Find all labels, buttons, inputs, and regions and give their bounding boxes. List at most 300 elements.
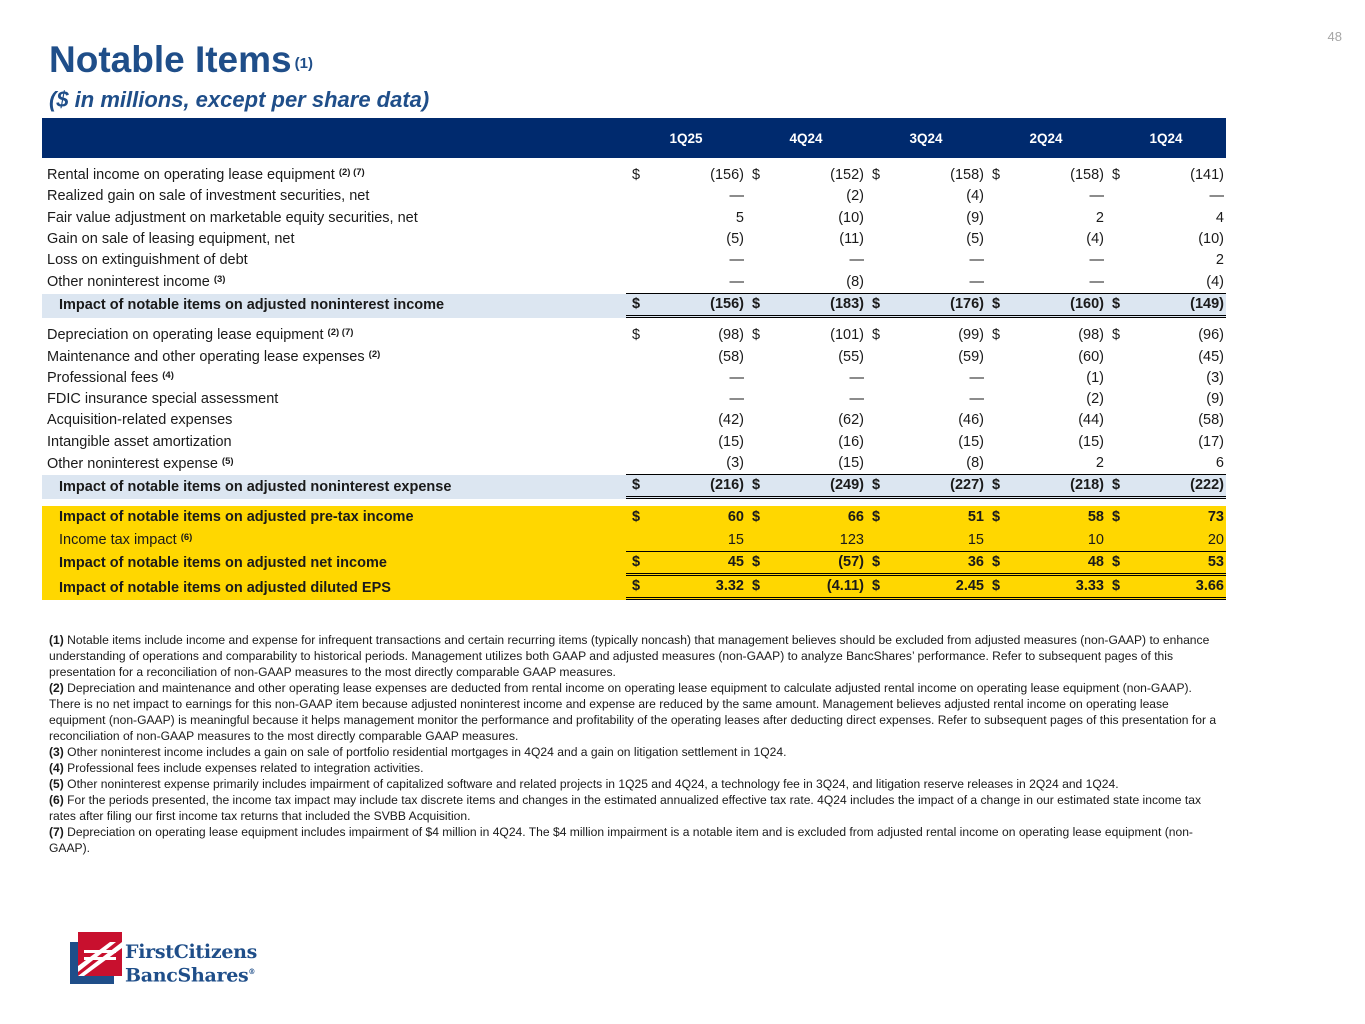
value-cell: (3) <box>1206 369 1224 386</box>
logo-line-2 <box>125 962 257 985</box>
currency-cell <box>986 346 1002 367</box>
value-cell: (4) <box>966 188 984 205</box>
value-cell: (183) <box>762 294 866 318</box>
currency-cell <box>986 186 1002 207</box>
page-title <box>49 38 313 82</box>
value-cell: (16) <box>838 433 864 450</box>
currency-cell <box>866 368 882 389</box>
currency-cell <box>626 271 642 293</box>
row-label <box>42 271 626 293</box>
value-cell: (156) <box>710 167 744 184</box>
table-row <box>42 453 1226 475</box>
currency-cell: $ <box>1112 167 1121 184</box>
currency-cell: $ <box>992 167 1001 184</box>
value-cell: (2) <box>846 188 864 205</box>
spacer-row <box>42 318 1226 325</box>
value-cell: 53 <box>1122 552 1226 576</box>
currency-cell: $ <box>1106 475 1122 499</box>
value-cell: (4.11) <box>762 576 866 600</box>
value-cell: (98) <box>718 327 744 344</box>
value-cell: — <box>1089 188 1104 205</box>
currency-cell <box>1106 271 1122 293</box>
value-cell: (141) <box>1190 167 1224 184</box>
value-cell: — <box>882 271 986 293</box>
value-cell: (5) <box>966 231 984 248</box>
value-cell: (58) <box>718 348 744 365</box>
value-cell: (176) <box>882 294 986 318</box>
value-cell: — <box>849 369 864 386</box>
value-cell: — <box>969 391 984 408</box>
footnote-number: (3) <box>49 745 64 759</box>
value-cell: (4) <box>1122 271 1226 293</box>
currency-cell: $ <box>752 327 761 344</box>
registered-mark: ® <box>248 967 256 976</box>
value-cell: (10) <box>1198 231 1224 248</box>
summary-row <box>42 506 1226 529</box>
currency-cell <box>626 529 642 551</box>
value-cell: 6 <box>1122 453 1226 475</box>
row-label <box>42 410 626 431</box>
value-cell: 123 <box>762 529 866 551</box>
currency-cell: $ <box>752 167 761 184</box>
table-row <box>42 389 1226 410</box>
row-label-text: Other noninterest income <box>47 274 210 291</box>
value-cell: (222) <box>1122 475 1226 499</box>
row-label-text: Intangible asset amortization <box>47 433 232 450</box>
row-label <box>42 432 626 453</box>
value-cell: (15) <box>958 433 984 450</box>
footnote-text: Notable items include income and expense for infrequent transactions and certain recurring items (typically noncash) that management believes should be excluded from adjusted measures (non-GAAP) to enhance understanding of operations and comparability to historical periods. Management utilizes both GAAP and adjusted measures (non-GAAP) to analyze BancShares’ performance. Refer to subsequent pages of this presentation for a reconciliation of non-GAAP measures to the most directly comparable GAAP measures. <box>49 633 1210 679</box>
footnote-text: Other noninterest income includes a gain on sale of portfolio residential mortgages in 4Q24 and a gain on litigation settlement in 1Q24. <box>67 745 787 759</box>
value-cell: (96) <box>1198 327 1224 344</box>
currency-cell <box>746 453 762 475</box>
currency-cell <box>986 389 1002 410</box>
footnote-ref: (6) <box>180 532 193 544</box>
row-label-text: FDIC insurance special assessment <box>47 391 279 408</box>
value-cell: (98) <box>1078 327 1104 344</box>
row-label <box>42 208 626 229</box>
currency-cell: $ <box>872 167 881 184</box>
row-label <box>42 368 626 389</box>
currency-cell <box>1106 529 1122 551</box>
currency-cell: $ <box>872 327 881 344</box>
currency-cell: $ <box>746 576 762 600</box>
company-logo <box>70 930 270 990</box>
value-cell: (15) <box>1078 433 1104 450</box>
currency-cell <box>746 529 762 551</box>
value-cell: (216) <box>642 475 746 499</box>
currency-cell <box>1106 346 1122 367</box>
currency-cell <box>626 410 642 431</box>
value-cell: (46) <box>958 412 984 429</box>
row-label-text: Impact of notable items on adjusted noninterest expense <box>59 478 452 495</box>
currency-cell <box>1106 229 1122 250</box>
value-cell: (15) <box>762 453 866 475</box>
currency-cell <box>746 250 762 271</box>
footnote-number: (7) <box>49 825 64 839</box>
currency-cell <box>986 368 1002 389</box>
currency-cell: $ <box>626 475 642 499</box>
table-row <box>42 325 1226 346</box>
value-cell: (160) <box>1002 294 1106 318</box>
currency-cell <box>626 432 642 453</box>
value-cell: (45) <box>1198 348 1224 365</box>
currency-cell: $ <box>1106 506 1122 529</box>
table-body <box>42 158 1226 600</box>
notable-items-table <box>42 118 1226 600</box>
title-text: Notable Items <box>49 39 292 80</box>
currency-cell <box>746 229 762 250</box>
row-label <box>42 294 626 318</box>
value-cell: (44) <box>1078 412 1104 429</box>
footnote <box>49 744 1219 760</box>
value-cell: — <box>729 391 744 408</box>
currency-cell: $ <box>866 475 882 499</box>
currency-cell <box>1106 186 1122 207</box>
spacer-cell <box>42 158 1226 165</box>
value-cell: (10) <box>838 209 864 226</box>
row-label <box>42 346 626 367</box>
currency-cell <box>866 229 882 250</box>
row-label-text: Other noninterest expense <box>47 455 218 472</box>
row-label <box>42 552 626 576</box>
value-cell: 36 <box>882 552 986 576</box>
value-cell: (158) <box>1070 167 1104 184</box>
footnote-ref: (2) <box>368 348 381 360</box>
table-row <box>42 208 1226 229</box>
table-row <box>42 271 1226 293</box>
currency-cell: $ <box>746 506 762 529</box>
value-cell: — <box>642 271 746 293</box>
column-header: 3Q24 <box>909 130 943 146</box>
currency-cell <box>866 432 882 453</box>
footnote-number: (1) <box>49 633 64 647</box>
row-label-text: Loss on extinguishment of debt <box>47 252 248 269</box>
currency-cell: $ <box>866 506 882 529</box>
value-cell: — <box>1002 271 1106 293</box>
table-row <box>42 186 1226 207</box>
logo-line-1: FirstCitizens <box>125 941 258 963</box>
table-row <box>42 346 1226 367</box>
row-label <box>42 506 626 529</box>
value-cell: 10 <box>1002 529 1106 551</box>
footnote <box>49 776 1219 792</box>
currency-cell <box>986 229 1002 250</box>
currency-cell <box>986 432 1002 453</box>
row-label <box>42 453 626 475</box>
value-cell: 5 <box>735 209 744 226</box>
footnote-text: Other noninterest expense primarily includes impairment of capitalized software and related projects in 1Q25 and 4Q24, a technology fee in 3Q24, and litigation reserve releases in 2Q24 and 1Q24. <box>67 777 1119 791</box>
value-cell: (5) <box>726 231 744 248</box>
column-header: 2Q24 <box>1029 130 1063 146</box>
currency-cell <box>866 271 882 293</box>
footnote <box>49 632 1219 680</box>
value-cell: 48 <box>1002 552 1106 576</box>
table-row <box>42 165 1226 186</box>
currency-cell <box>746 208 762 229</box>
footnote-number: (2) <box>49 681 64 695</box>
currency-cell <box>866 453 882 475</box>
page-subtitle: ($ in millions, except per share data) <box>49 87 430 112</box>
value-cell: (3) <box>642 453 746 475</box>
currency-cell: $ <box>746 552 762 576</box>
value-cell: (9) <box>1206 391 1224 408</box>
value-cell: (149) <box>1122 294 1226 318</box>
value-cell: (227) <box>882 475 986 499</box>
value-cell: 58 <box>1002 506 1106 529</box>
row-label-text: Professional fees <box>47 369 159 386</box>
spacer-row <box>42 499 1226 506</box>
currency-cell: $ <box>626 552 642 576</box>
value-cell: (15) <box>718 433 744 450</box>
currency-cell <box>746 271 762 293</box>
value-cell: (218) <box>1002 475 1106 499</box>
spacer-cell <box>42 499 1226 506</box>
value-cell: (249) <box>762 475 866 499</box>
currency-cell <box>866 389 882 410</box>
currency-cell: $ <box>992 327 1001 344</box>
spacer-cell <box>42 318 1226 325</box>
currency-cell <box>866 250 882 271</box>
total-row <box>42 294 1226 318</box>
value-cell: (158) <box>950 167 984 184</box>
footnote-number: (5) <box>49 777 64 791</box>
footnote <box>49 760 1219 776</box>
currency-cell: $ <box>626 576 642 600</box>
footnote-text: Depreciation and maintenance and other operating lease expenses are deducted from rental income on operating lease equipment to calculate adjusted rental income on operating lease equipment (non-GAAP). There is no net impact to earnings for this non-GAAP item because adjusted noninterest income and expense are reduced by the same amount. Management believes adjusted rental income on operating lease equipment (non-GAAP) is meaningful because it helps management monitor the performance and profitability of the operating leases after deducting direct expenses. Refer to subsequent pages of this presentation for a reconciliation of non-GAAP measures to the most directly comparable GAAP measures. <box>49 681 1217 743</box>
footnote-number: (6) <box>49 793 64 807</box>
value-cell: 51 <box>882 506 986 529</box>
flag-logo-icon <box>70 932 122 986</box>
value-cell: 73 <box>1122 506 1226 529</box>
value-cell: 4 <box>1215 209 1224 226</box>
currency-cell: $ <box>986 552 1002 576</box>
footnote-text: Depreciation on operating lease equipment includes impairment of $4 million in 4Q24. The $4 million impairment is a notable item and is excluded from adjusted rental income on operating lease equipment (non-GAAP). <box>49 825 1193 855</box>
footnote <box>49 792 1219 824</box>
value-cell: (60) <box>1078 348 1104 365</box>
row-label <box>42 475 626 499</box>
value-cell: 3.33 <box>1002 576 1106 600</box>
row-label-text: Rental income on operating lease equipment <box>47 167 335 184</box>
value-cell: 15 <box>642 529 746 551</box>
row-label-text: Impact of notable items on adjusted diluted EPS <box>59 579 391 596</box>
value-cell: 20 <box>1122 529 1226 551</box>
currency-cell: $ <box>866 576 882 600</box>
currency-cell <box>1106 410 1122 431</box>
currency-cell: $ <box>746 294 762 318</box>
currency-cell <box>746 410 762 431</box>
currency-cell <box>626 186 642 207</box>
currency-cell <box>866 529 882 551</box>
currency-cell <box>626 250 642 271</box>
currency-cell <box>746 346 762 367</box>
currency-cell <box>986 250 1002 271</box>
table-row <box>42 368 1226 389</box>
currency-cell: $ <box>986 475 1002 499</box>
currency-cell: $ <box>986 576 1002 600</box>
value-cell: 2.45 <box>882 576 986 600</box>
value-cell: — <box>729 369 744 386</box>
value-cell: (2) <box>1086 391 1104 408</box>
currency-cell <box>1106 208 1122 229</box>
row-label-text: Impact of notable items on adjusted pre-tax income <box>59 509 414 526</box>
value-cell: 3.32 <box>642 576 746 600</box>
row-label-text: Maintenance and other operating lease expenses <box>47 348 365 365</box>
currency-cell: $ <box>1106 552 1122 576</box>
currency-cell: $ <box>626 294 642 318</box>
logo-line-2-text: BancShares <box>125 964 249 987</box>
row-label <box>42 529 626 551</box>
currency-cell <box>986 529 1002 551</box>
footnote-ref: (2) (7) <box>327 327 354 339</box>
row-label <box>42 250 626 271</box>
footnote-text: Professional fees include expenses related to integration activities. <box>67 761 424 775</box>
value-cell: (17) <box>1198 433 1224 450</box>
value-cell: (1) <box>1086 369 1104 386</box>
value-cell: — <box>969 369 984 386</box>
row-label <box>42 576 626 600</box>
column-header: 4Q24 <box>789 130 823 146</box>
row-label <box>42 389 626 410</box>
value-cell: (152) <box>830 167 864 184</box>
currency-cell: $ <box>632 167 641 184</box>
footnote <box>49 680 1219 744</box>
currency-cell <box>1106 453 1122 475</box>
currency-cell <box>986 410 1002 431</box>
value-cell: 2 <box>1215 252 1224 269</box>
currency-cell <box>866 186 882 207</box>
value-cell: — <box>849 252 864 269</box>
logo-text <box>125 942 257 985</box>
value-cell: (101) <box>830 327 864 344</box>
value-cell: (62) <box>838 412 864 429</box>
footnote <box>49 824 1219 856</box>
summary-row <box>42 552 1226 576</box>
row-label <box>42 186 626 207</box>
currency-cell <box>626 229 642 250</box>
row-label-text: Realized gain on sale of investment securities, net <box>47 188 370 205</box>
currency-cell: $ <box>866 552 882 576</box>
currency-cell <box>986 208 1002 229</box>
column-header: 1Q24 <box>1149 130 1183 146</box>
currency-cell <box>986 453 1002 475</box>
currency-cell <box>746 389 762 410</box>
value-cell: (4) <box>1086 231 1104 248</box>
notable-items-table-container <box>42 118 1222 600</box>
page-number: 48 <box>1327 29 1342 44</box>
currency-cell <box>626 453 642 475</box>
row-label-text: Fair value adjustment on marketable equity securities, net <box>47 209 418 226</box>
value-cell: (55) <box>838 348 864 365</box>
currency-cell: $ <box>746 475 762 499</box>
row-label <box>42 325 626 346</box>
currency-cell <box>1106 432 1122 453</box>
title-footnote-ref: (1) <box>294 55 313 72</box>
currency-cell <box>746 432 762 453</box>
value-cell: 3.66 <box>1122 576 1226 600</box>
value-cell: (42) <box>718 412 744 429</box>
footnote-ref: (3) <box>213 274 226 286</box>
currency-cell <box>866 346 882 367</box>
table-row <box>42 229 1226 250</box>
footnote-number: (4) <box>49 761 64 775</box>
currency-cell: $ <box>632 327 641 344</box>
table-row <box>42 432 1226 453</box>
currency-cell <box>746 368 762 389</box>
value-cell: 15 <box>882 529 986 551</box>
currency-cell: $ <box>1106 576 1122 600</box>
header-label-cell <box>42 118 626 158</box>
value-cell: (8) <box>762 271 866 293</box>
currency-cell <box>1106 250 1122 271</box>
row-label-text: Income tax impact <box>59 532 177 549</box>
value-cell: (11) <box>839 231 864 248</box>
currency-cell: $ <box>626 506 642 529</box>
currency-cell <box>626 368 642 389</box>
table-row <box>42 410 1226 431</box>
row-label-text: Depreciation on operating lease equipment <box>47 327 324 344</box>
row-label-text: Gain on sale of leasing equipment, net <box>47 231 295 248</box>
table-header-row <box>42 118 1226 158</box>
value-cell: — <box>969 252 984 269</box>
footnote-ref: (5) <box>221 455 234 467</box>
footnote-ref: (2) (7) <box>338 167 365 179</box>
value-cell: — <box>849 391 864 408</box>
row-label-text: Acquisition-related expenses <box>47 412 233 429</box>
value-cell: (59) <box>958 348 984 365</box>
currency-cell <box>626 208 642 229</box>
footnotes <box>49 632 1219 856</box>
row-label-text: Impact of notable items on adjusted net income <box>59 555 387 572</box>
currency-cell: $ <box>866 294 882 318</box>
value-cell: 66 <box>762 506 866 529</box>
value-cell: 2 <box>1095 209 1104 226</box>
value-cell: (9) <box>966 209 984 226</box>
table-row <box>42 250 1226 271</box>
row-label-text: Impact of notable items on adjusted noninterest income <box>59 297 445 314</box>
value-cell: — <box>729 188 744 205</box>
value-cell: 45 <box>642 552 746 576</box>
currency-cell <box>986 271 1002 293</box>
footnote-text: For the periods presented, the income tax impact may include tax discrete items and changes in the estimated annualized effective tax rate. 4Q24 includes the impact of a change in our estimated state income tax rates after filing our first income tax returns that included the SVBB Acquisition. <box>49 793 1202 823</box>
currency-cell: $ <box>1106 294 1122 318</box>
currency-cell <box>626 389 642 410</box>
value-cell: (58) <box>1198 412 1224 429</box>
value-cell: — <box>1209 188 1224 205</box>
currency-cell: $ <box>986 506 1002 529</box>
currency-cell <box>1106 389 1122 410</box>
currency-cell <box>866 208 882 229</box>
spacer-row <box>42 158 1226 165</box>
summary-row <box>42 576 1226 600</box>
value-cell: 2 <box>1002 453 1106 475</box>
currency-cell <box>626 346 642 367</box>
value-cell: 60 <box>642 506 746 529</box>
value-cell: (99) <box>958 327 984 344</box>
row-label <box>42 165 626 186</box>
currency-cell <box>746 186 762 207</box>
value-cell: (8) <box>882 453 986 475</box>
row-label <box>42 229 626 250</box>
column-header: 1Q25 <box>669 130 703 146</box>
footnote-ref: (4) <box>162 369 174 381</box>
summary-row <box>42 529 1226 551</box>
total-row <box>42 475 1226 499</box>
value-cell: (156) <box>642 294 746 318</box>
currency-cell <box>866 410 882 431</box>
currency-cell: $ <box>1112 327 1121 344</box>
currency-cell: $ <box>986 294 1002 318</box>
